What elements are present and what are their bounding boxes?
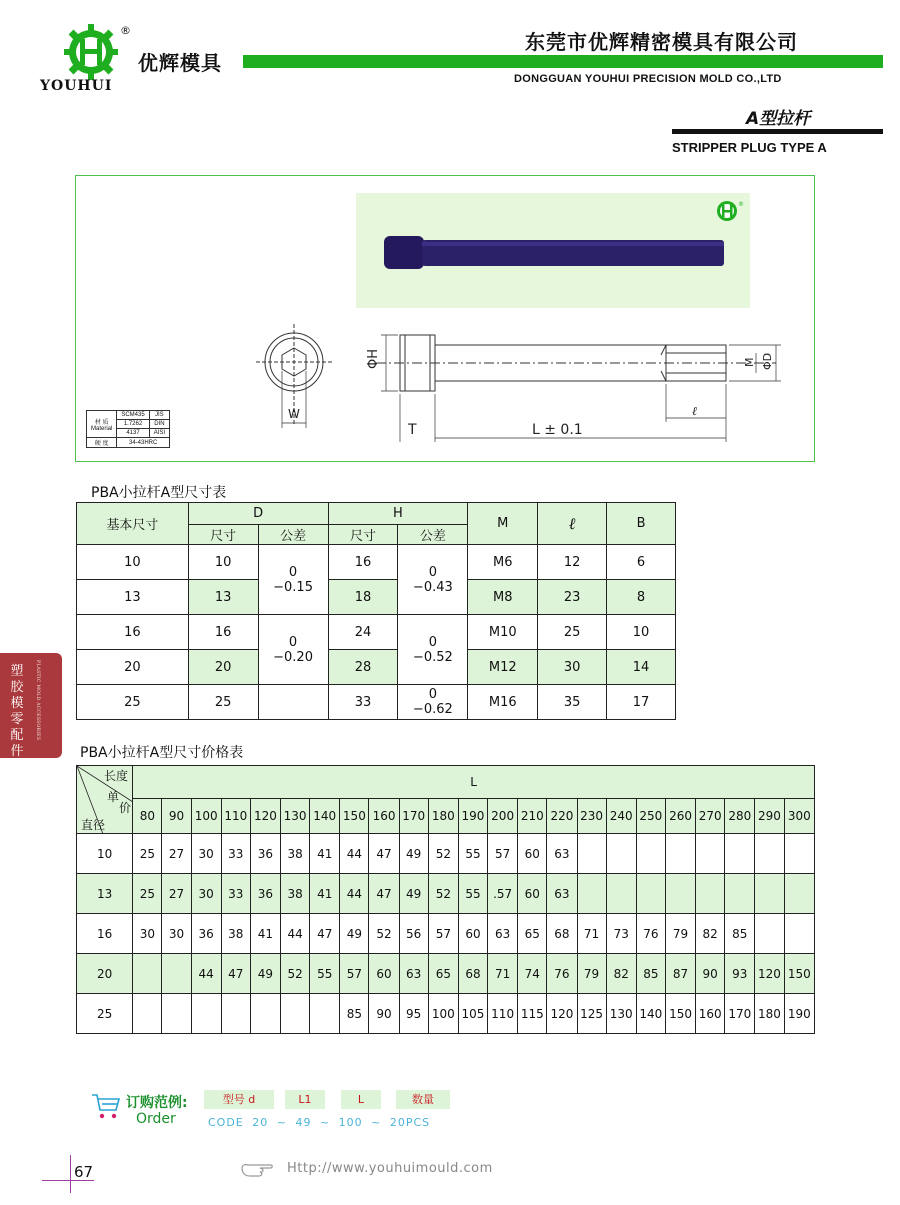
price-cell: 36 [191,914,221,954]
price-cell: 63 [547,874,577,914]
header-H: H [328,503,468,525]
cell-ell: 12 [538,545,607,580]
length-header-cell: 200 [488,799,518,834]
price-cell [636,834,665,874]
cell-D-tolerance [258,685,328,720]
price-cell: 125 [577,994,606,1034]
price-cell: 49 [340,914,369,954]
price-cell: 47 [369,834,399,874]
header-B: B [607,503,676,545]
cell-B: 10 [607,615,676,650]
price-cell: 56 [399,914,428,954]
cell-M: M8 [468,580,538,615]
dim-label-M: M [743,357,756,367]
price-cell: 44 [281,914,310,954]
side-tab-label-cn: 塑 胶 模 零 配 件 [10,664,24,759]
price-cell: 63 [399,954,428,994]
price-cell [606,874,636,914]
cell-M: M12 [468,650,538,685]
price-cell: 36 [250,834,280,874]
length-header-cell: 190 [458,799,487,834]
cell-H: 28 [328,650,398,685]
material-standard: DIN [149,420,169,429]
price-cell: 100 [428,994,458,1034]
table-row [77,615,676,650]
order-chip-L: L [341,1090,381,1109]
price-cell: 79 [665,914,695,954]
table-row [77,650,676,685]
length-header-cell: 150 [340,799,369,834]
length-header-cell: 120 [250,799,280,834]
price-row [77,874,815,914]
price-cell: 52 [369,914,399,954]
diameter-cell: 20 [77,954,133,994]
diameter-cell: 16 [77,914,133,954]
diameter-cell: 25 [77,994,133,1034]
price-cell [755,874,784,914]
length-header-cell: 270 [696,799,725,834]
length-header-cell: 280 [725,799,755,834]
material-table [86,410,170,448]
price-cell [250,994,280,1034]
price-cell: 63 [488,914,518,954]
price-cell [784,834,814,874]
price-cell: 57 [488,834,518,874]
hardness-label: 硬 度 [87,438,117,448]
price-cell: 60 [369,954,399,994]
shopping-cart-icon [90,1092,122,1126]
length-header-cell: 180 [428,799,458,834]
price-cell: 68 [458,954,487,994]
length-header-cell: 290 [755,799,784,834]
price-cell: 85 [340,994,369,1034]
price-cell: 44 [340,834,369,874]
price-cell [281,994,310,1034]
header-D: D [188,503,328,525]
price-cell: 180 [755,994,784,1034]
price-cell: 160 [696,994,725,1034]
price-cell: 95 [399,994,428,1034]
diameter-cell: 10 [77,834,133,874]
price-cell: 30 [162,914,191,954]
dim-label-T: T [408,422,417,438]
price-cell: 60 [518,834,547,874]
cell-D-tolerance: 0 −0.15 [258,545,328,615]
header-divider [243,55,883,67]
price-cell: 27 [162,834,191,874]
footer-vertical-rule [70,1155,71,1193]
header-ell: ℓ [538,503,607,545]
length-header-cell: 220 [547,799,577,834]
cell-D-tolerance: 0 −0.20 [258,615,328,685]
price-corner-header [77,766,133,834]
gear-logo-icon [60,22,126,82]
cell-M: M10 [468,615,538,650]
price-cell [577,834,606,874]
price-cell [191,994,221,1034]
price-cell: 150 [665,994,695,1034]
price-cell: 73 [606,914,636,954]
length-header-cell: 300 [784,799,814,834]
price-cell: 170 [725,994,755,1034]
material-standard: JIS [149,411,169,420]
stripper-plug-photo [356,193,750,308]
cell-H: 16 [328,545,398,580]
length-header-cell: 80 [133,799,162,834]
price-cell [725,874,755,914]
price-cell: .57 [488,874,518,914]
header-divider-thin [243,67,883,68]
dimension-table [76,502,676,720]
brand-name-cn: 优辉模具 [138,51,222,75]
price-cell: 30 [133,914,162,954]
price-cell [696,834,725,874]
corner-length-label: 长度 [104,769,129,783]
table-row [77,545,676,580]
cell-D: 10 [188,545,258,580]
price-cell: 150 [784,954,814,994]
length-header-cell: 90 [162,799,191,834]
order-example-code: CODE 20 ~ 49 ~ 100 ~ 20PCS [208,1116,431,1129]
price-cell: 120 [547,994,577,1034]
price-cell [577,874,606,914]
cell-H: 18 [328,580,398,615]
length-header-cell: 100 [191,799,221,834]
price-cell: 71 [488,954,518,994]
price-cell: 130 [606,994,636,1034]
price-row [77,954,815,994]
price-cell [606,834,636,874]
price-cell [665,874,695,914]
price-cell: 82 [606,954,636,994]
dim-label-L: L ± 0.1 [532,422,583,438]
order-chip-qty: 数量 [396,1090,450,1109]
price-cell: 30 [191,874,221,914]
length-header-cell: 210 [518,799,547,834]
header-D-size: 尺寸 [188,525,258,545]
price-cell: 49 [250,954,280,994]
order-chip-model: 型号 d [204,1090,274,1109]
header-D-tol: 公差 [258,525,328,545]
price-L-header: L [133,766,815,799]
pointing-hand-icon [240,1160,284,1184]
website-link[interactable]: Http://www.youhuimould.com [287,1161,493,1176]
price-cell: 63 [547,834,577,874]
price-cell: 115 [518,994,547,1034]
side-tab-label-en: PLASTIC MOLD ACCESSORIES [35,660,40,741]
price-cell: 47 [310,914,340,954]
cell-ell: 35 [538,685,607,720]
price-cell: 71 [577,914,606,954]
cell-D: 25 [188,685,258,720]
length-header-cell: 240 [606,799,636,834]
price-cell [162,954,191,994]
price-cell: 76 [636,914,665,954]
product-title-cn: A型拉杆 [746,109,811,129]
length-header-cell: 170 [399,799,428,834]
dim-label-phiH: ΦH [366,348,381,369]
cell-base: 10 [77,545,189,580]
cell-ell: 23 [538,580,607,615]
price-cell: 38 [281,834,310,874]
material-standard: AISI [149,429,169,438]
cell-base: 16 [77,615,189,650]
price-cell [725,834,755,874]
registered-mark: ® [120,24,131,37]
price-cell: 27 [162,874,191,914]
header-M: M [468,503,538,545]
price-cell: 110 [488,994,518,1034]
header-H-size: 尺寸 [328,525,398,545]
table-row [77,685,676,720]
price-cell: 33 [221,874,250,914]
dim-label-W: W [288,407,300,421]
price-cell [636,874,665,914]
price-cell [784,914,814,954]
material-label: 材 质 Material [87,411,117,438]
corner-unit-label: 单 [107,790,120,804]
cell-B: 6 [607,545,676,580]
cell-base: 25 [77,685,189,720]
material-grade: 1.7262 [117,420,149,429]
price-cell: 33 [221,834,250,874]
price-cell: 85 [725,914,755,954]
cell-B: 17 [607,685,676,720]
photo-logo-icon [712,198,746,228]
length-header-cell: 260 [665,799,695,834]
price-cell [755,834,784,874]
price-cell: 41 [310,874,340,914]
product-title-en: STRIPPER PLUG TYPE A [672,140,827,155]
cell-base: 13 [77,580,189,615]
price-cell: 120 [755,954,784,994]
product-title-divider [672,129,883,134]
price-cell: 76 [547,954,577,994]
price-cell: 44 [340,874,369,914]
price-cell: 55 [310,954,340,994]
company-name-cn: 东莞市优辉精密模具有限公司 [525,30,798,54]
cell-base: 20 [77,650,189,685]
cell-D: 13 [188,580,258,615]
corner-diameter-label: 直径 [81,818,106,832]
order-label-cn: 订购范例: [126,1095,188,1111]
dim-label-ell: ℓ [692,404,697,418]
dim-label-phiD: ΦD [761,352,774,370]
price-cell: 79 [577,954,606,994]
price-cell: 57 [428,914,458,954]
svg-text:®: ® [738,201,744,208]
length-header-cell: 230 [577,799,606,834]
price-cell: 105 [458,994,487,1034]
header-base-size: 基本尺寸 [77,503,189,545]
price-cell: 60 [518,874,547,914]
cell-H: 33 [328,685,398,720]
price-cell: 44 [191,954,221,994]
price-cell: 49 [399,834,428,874]
length-header-cell: 250 [636,799,665,834]
cell-H-tolerance: 0 −0.62 [398,685,468,720]
price-cell: 140 [636,994,665,1034]
price-cell: 68 [547,914,577,954]
price-cell: 41 [250,914,280,954]
order-label-en: Order [136,1111,176,1127]
cell-D: 20 [188,650,258,685]
material-grade: 4137 [117,429,149,438]
corner-price-label: 价 [119,801,132,815]
price-cell: 52 [428,834,458,874]
price-length-row [77,799,815,834]
price-cell: 52 [428,874,458,914]
price-cell: 47 [369,874,399,914]
cell-ell: 30 [538,650,607,685]
header-H-tol: 公差 [398,525,468,545]
length-header-cell: 140 [310,799,340,834]
price-cell: 60 [458,914,487,954]
price-cell [310,994,340,1034]
price-cell: 49 [399,874,428,914]
cell-B: 14 [607,650,676,685]
order-chip-L1: L1 [285,1090,325,1109]
page-number: 67 [74,1163,94,1181]
price-cell: 90 [369,994,399,1034]
product-photo [356,193,750,308]
length-header-cell: 130 [281,799,310,834]
price-cell: 82 [696,914,725,954]
cell-ell: 25 [538,615,607,650]
price-cell: 93 [725,954,755,994]
technical-drawing [76,310,816,462]
price-cell [696,874,725,914]
price-cell [755,914,784,954]
price-cell: 87 [665,954,695,994]
company-name-en: DONGGUAN YOUHUI PRECISION MOLD CO.,LTD [514,73,782,85]
cell-M: M6 [468,545,538,580]
price-cell: 41 [310,834,340,874]
price-cell: 90 [696,954,725,994]
price-table [76,765,815,1034]
price-row [77,994,815,1034]
price-cell: 190 [784,994,814,1034]
length-header-cell: 160 [369,799,399,834]
table-row [77,580,676,615]
price-cell: 65 [518,914,547,954]
price-cell: 30 [191,834,221,874]
price-cell: 65 [428,954,458,994]
price-row [77,834,815,874]
price-cell: 85 [636,954,665,994]
dimension-table-title: PBA小拉杆A型尺寸表 [91,485,227,501]
price-cell: 74 [518,954,547,994]
price-cell: 57 [340,954,369,994]
price-cell: 38 [281,874,310,914]
cell-H-tolerance: 0 −0.43 [398,545,468,615]
length-header-cell: 110 [221,799,250,834]
price-cell: 55 [458,834,487,874]
price-cell [784,874,814,914]
material-grade: SCM435 [117,411,149,420]
price-cell [162,994,191,1034]
diameter-cell: 13 [77,874,133,914]
price-cell: 47 [221,954,250,994]
price-cell: 38 [221,914,250,954]
cell-M: M16 [468,685,538,720]
brand-name-en: YOUHUI [40,78,113,94]
price-cell: 55 [458,874,487,914]
price-cell: 25 [133,874,162,914]
cell-B: 8 [607,580,676,615]
cell-H-tolerance: 0 −0.52 [398,615,468,685]
price-cell [665,834,695,874]
price-cell: 25 [133,834,162,874]
hardness-value: 34-43HRC [117,438,170,448]
cell-D: 16 [188,615,258,650]
price-cell: 52 [281,954,310,994]
price-cell [221,994,250,1034]
price-cell: 36 [250,874,280,914]
price-row [77,914,815,954]
price-cell [133,954,162,994]
price-table-title: PBA小拉杆A型尺寸价格表 [80,745,244,761]
price-cell [133,994,162,1034]
price-header-row [77,766,815,799]
cell-H: 24 [328,615,398,650]
